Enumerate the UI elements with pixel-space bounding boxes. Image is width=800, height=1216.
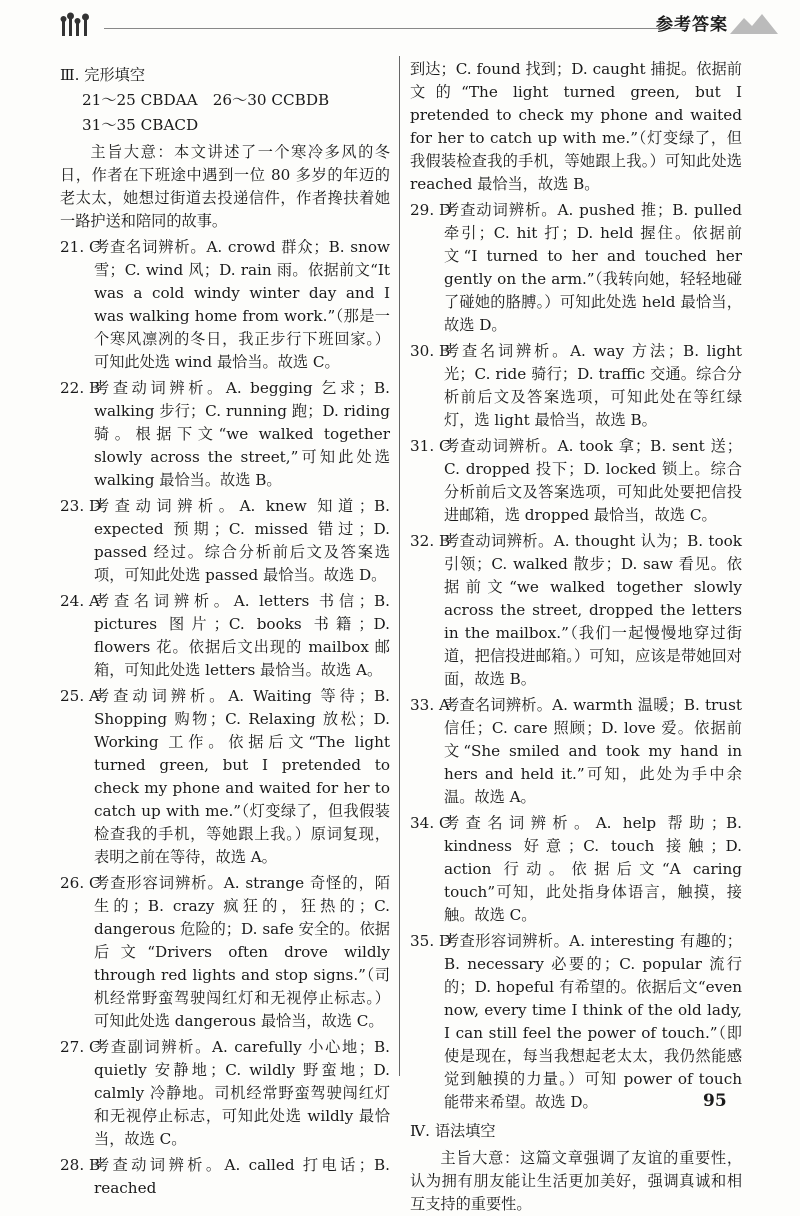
answer-item (410, 530, 742, 691)
answer-item (60, 495, 390, 587)
answer-number: 27. C (60, 1038, 101, 1056)
answer-explanation: 考查形容词辨析。A. interesting 有趣的；B. necessary 必要的；C. popular 流行的；D. hopeful 有希望的。依据后文“even now, every time I think of the old lady, I can still feel the power of touch.”（即使是现在，每当我想起老太太，我仍然能感觉到触摸的力量。）可知 power of touch 能带来希望。故选 D。 (444, 932, 742, 1111)
answer-item (60, 590, 390, 682)
right-answer-list (410, 199, 742, 1114)
left-column (60, 58, 390, 1200)
answer-item (60, 685, 390, 869)
item-28-continuation: 到达；C. found 找到；D. caught 捕捉。依据前文的“The light turned green, but I pretended to check my phone and waited for her to catch up with me.”（灯变绿了，但我假装检查我的手机，等她跟上我。）可知此处选 reached 最恰当，故选 B。 (410, 60, 742, 193)
answer-explanation: 考查动词辨析。A. Waiting 等待；B. Shopping 购物；C. Relaxing 放松；D. Working 工作。依据后文“The light turned green, but I pretended to check my phone and waited for her to catch up with me.”（灯变绿了，但我假装检查我的手机，等她跟上我。）原词复现，表明之前在等待，故选 A。 (94, 687, 390, 866)
answer-number: 29. D (410, 201, 452, 219)
answer-number: 26. C (60, 874, 101, 892)
answer-explanation: 考查名词辨析。A. crowd 群众；B. snow 雪；C. wind 风；D. rain 雨。依据前文“It was a cold windy winter day and I was walking home from work.”（那是一个寒风凛冽的冬日，我正步行下班回家。）可知此处选 wind 最恰当。故选 C。 (94, 238, 390, 371)
answer-key-line: 31～35 CBACD (82, 116, 199, 134)
header-title: 参考答案 (656, 15, 728, 35)
answer-explanation: 考查动词辨析。A. pushed 推；B. pulled 牵引；C. hit 打；D. held 握住。依据前文“I turned to her and touched her gently on the arm.”（我转向她，轻轻地碰了碰她的胳膊。）可知此处选 held 最恰当，故选 D。 (444, 201, 742, 334)
answer-number: 25. A (60, 687, 100, 705)
answer-explanation: 考查动词辨析。A. thought 认为；B. took 引领；C. walked 散步；D. saw 看见。依据前文“we walked together slowly across the street, dropped the letters in the mailbox.”（我们一起慢慢地穿过街道，把信投进邮箱。）可知，应该是带她回对面，故选 B。 (444, 532, 742, 688)
answer-item (410, 435, 742, 527)
answer-item (410, 930, 742, 1114)
answer-item (410, 694, 742, 809)
answer-number: 34. C (410, 814, 451, 832)
section4-summary: 主旨大意：这篇文章强调了友谊的重要性，认为拥有朋友能让生活更加美好，强调真诚和相互支持的重要性。 (410, 1149, 742, 1213)
answer-number: 35. D (410, 932, 452, 950)
answer-item (60, 377, 390, 492)
right-column (410, 58, 742, 1216)
answer-explanation: 考查动词辨析。A. called 打电话；B. reached (94, 1156, 390, 1197)
answer-number: 33. A (410, 696, 450, 714)
section3-title: Ⅲ. 完形填空 (60, 66, 146, 84)
answer-number: 24. A (60, 592, 100, 610)
trees-decoration-icon (60, 12, 100, 38)
answer-explanation: 考查副词辨析。A. carefully 小心地；B. quietly 安静地；C. wildly 野蛮地；D. calmly 冷静地。司机经常野蛮驾驶闯红灯和无视停止标志，可知此处选 wildly 最恰当，故选 C。 (94, 1038, 390, 1148)
answer-number: 31. C (410, 437, 451, 455)
answer-explanation: 考查名词辨析。A. way 方法；B. light 光；C. ride 骑行；D. traffic 交通。综合分析前后文及答案选项，可知此处在等红绿灯，选 light 最恰当，故选 B。 (444, 342, 742, 429)
answer-number: 21. C (60, 238, 101, 256)
answer-item (410, 340, 742, 432)
header-rule (104, 28, 688, 29)
page-header (0, 0, 800, 50)
answer-explanation: 考查形容词辨析。A. strange 奇怪的，陌生的；B. crazy 疯狂的，狂热的；C. dangerous 危险的；D. safe 安全的。依据后文“Drivers often drove wildly through red lights and stop signs.”（司机经常野蛮驾驶闯红灯和无视停止标志。）可知此处选 dangerous 最恰当，故选 C。 (94, 874, 390, 1030)
column-divider (399, 56, 400, 1076)
answer-item (410, 199, 742, 337)
answer-explanation: 考查名词辨析。A. letters 书信；B. pictures 图片；C. books 书籍；D. flowers 花。依据后文出现的 mailbox 邮箱，可知此处选 letters 最恰当。故选 A。 (94, 592, 390, 679)
answer-item (60, 1036, 390, 1151)
section3-summary: 主旨大意：本文讲述了一个寒冷多风的冬日，作者在下班途中遇到一位 80 多岁的年迈的老太太，她想过街道去投递信件，作者搀扶着她一路护送和陪同的故事。 (60, 143, 390, 230)
answer-number: 30. B (410, 342, 451, 360)
answer-number: 32. B (410, 532, 451, 550)
answer-explanation: 考查名词辨析。A. help 帮助；B. kindness 好意；C. touch 接触；D. action 行动。依据后文“A caring touch”可知，此处指身体语言，触摸，接触。故选 C。 (444, 814, 742, 924)
page-number: 95 (703, 1091, 727, 1111)
left-answer-list (60, 236, 390, 1200)
answer-key-line: 21～25 CBDAA 26～30 CCBDB (82, 91, 330, 109)
answer-item (60, 872, 390, 1033)
answer-item (60, 236, 390, 374)
answer-item (410, 812, 742, 927)
answer-item (60, 1154, 390, 1200)
answer-explanation: 考查动词辨析。A. took 拿；B. sent 送；C. dropped 投下；D. locked 锁上。综合分析前后文及答案选项，可知此处要把信投进邮箱，选 dropped 最恰当，故选 C。 (444, 437, 742, 524)
answer-number: 23. D (60, 497, 102, 515)
answer-explanation: 考查动词辨析。A. knew 知道；B. expected 预期；C. missed 错过；D. passed 经过。综合分析前后文及答案选项，可知此处选 passed 最恰当。故选 D。 (94, 497, 390, 584)
answer-explanation: 考查名词辨析。A. warmth 温暖；B. trust 信任；C. care 照顾；D. love 爱。依据前文“She smiled and took my hand in hers and held it.”可知，此处为手中余温。故选 A。 (444, 696, 742, 806)
mountain-decoration-icon (730, 10, 778, 36)
answer-number: 22. B (60, 379, 101, 397)
answer-explanation: 考查动词辨析。A. begging 乞求；B. walking 步行；C. running 跑；D. riding 骑。根据下文“we walked together slowly across the street,”可知此处选 walking 最恰当。故选 B。 (94, 379, 390, 489)
answer-number: 28. B (60, 1156, 101, 1174)
section4-title: Ⅳ. 语法填空 (410, 1122, 496, 1140)
